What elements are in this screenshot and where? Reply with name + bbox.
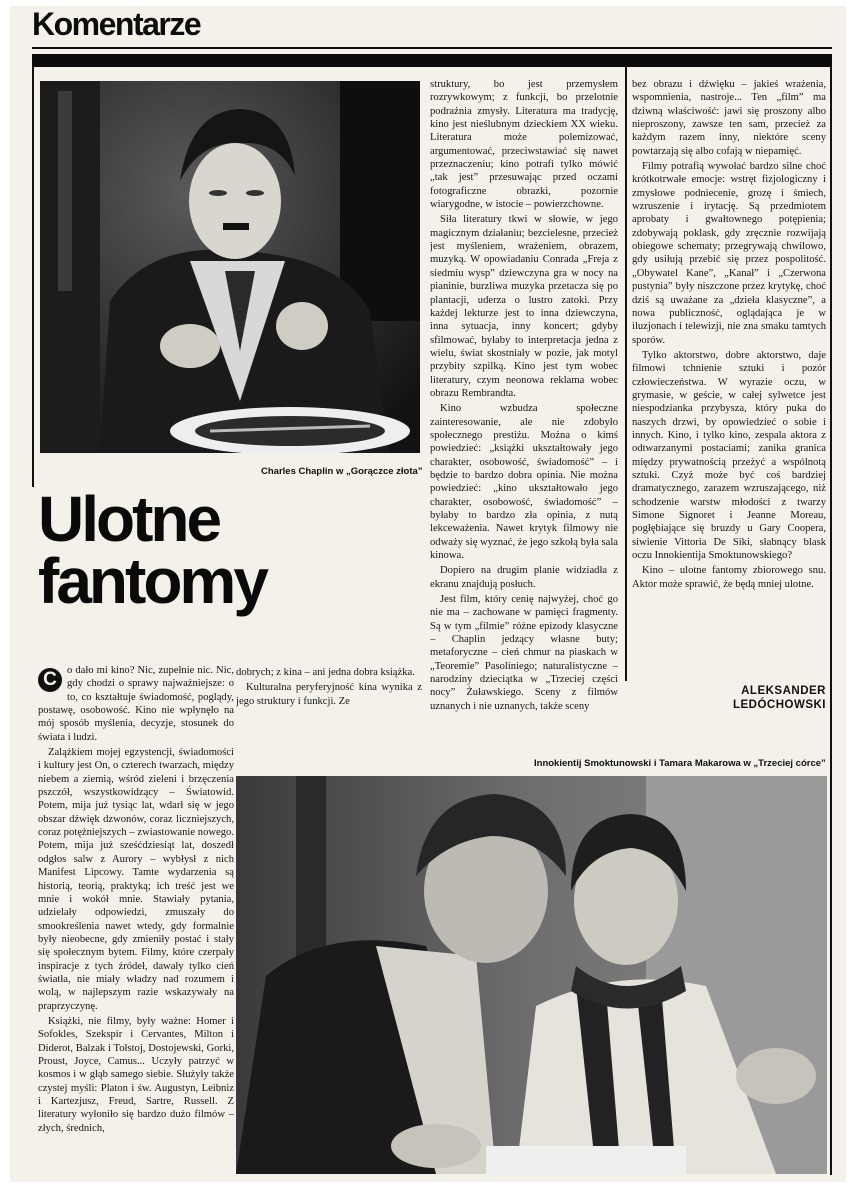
author-first-name: ALEKSANDER: [741, 685, 826, 697]
header-rule: [32, 47, 832, 49]
paragraph: struktury, bo jest przemysłem rozrywkowym; z funkcji, bo przelotnie podrażnia zmysły. Literatura ma tradycję, kino jest nieślubnym dzieckiem XX wieku. Literatura może polemizować, argumentować, przeciwstawiać się nawet przeznaczeniu; kino potrafi tylko mówić „tak jest” przesuwając przed oczami fotograficzne obrazki, pozornie wiarygodne, w istocie – powierzchowne.: [430, 79, 618, 211]
drop-cap: C: [38, 668, 62, 692]
paragraph: Jest film, który cenię najwyżej, choć go nie ma – zachowane w pamięci fragmenty. Są w tym „filmie” różne epizody klasyczne – Chaplin jedzący własne buty; metaforyczne – cień chmur na piaskach w „Teoremie” Pasoliniego; naturalistyczne – narodziny dzieciątka w „Trzeciej części nocy” Żuławskiego. Sceny z filmów uznanych i nie uznanych, także sceny: [430, 594, 618, 712]
paragraph: Książki, nie filmy, były ważne: Homer i Sofokles, Szekspir i Cervantes, Milton i Diderot, Balzak i Tołstoj, Dostojewski, Gorki, Proust, Joyce, Camus... Uczyły patrzyć w kosmos i w głąb samego siebie. Służyły także czystej myśli: Platon i św. Augustyn, Leibniz i Kartezjusz, Freud, Sartre, Russell. Z literatury wyłoniło się bardzo dużo filmów – złych, średnich,: [38, 1015, 234, 1134]
article-column-3: [430, 78, 618, 726]
section-title: Komentarze: [32, 6, 201, 42]
article-column-2: [236, 666, 422, 726]
article-column-1: [38, 664, 234, 1174]
smoktunowski-makarowa-photo: [236, 776, 827, 1174]
header-bar: [32, 54, 832, 67]
article-column-4: [632, 78, 826, 638]
paragraph: Kino wzbudza społeczne zainteresowanie, ale nie zdobyło społecznego prestiżu. Można o kimś powiedzieć: „książki ukształtowały jego charakter, osobowość, świadomość” – i będzie to bardzo dobra opinia. Nie można powiedzieć: „kino ukształtowało jego charakter, osobowość, świadomość” – byłaby to bardzo zła opinia, z nutą lekceważenia. Nawet krytyk filmowy nie odważy się wyznać, że jego szkołą była sala kinowa.: [430, 403, 618, 562]
paragraph: Zalążkiem mojej egzystencji, świadomości i kultury jest On, o czterech twarzach, między niebem a ziemią, wśród zieleni i brzęczenia pszczół, wszystkowidzący – Światowid. Potem, mija już tysiąc lat, wdarł się w jego obszar dźwięk dzwonów, coraz liczniejszych, coraz potężniejszych – zwiastowanie nowego. Potem, mija już sześćdziesiąt lat, doszedł odgłos salw z Aurory – wybłysł z nich Manifest Lipcowy. Tamte wydarzenia są historią, teorią, praktyką; ich treść jest we mnie i wokół mnie. Stawiały pytania, udzielały odpowiedzi, zmuszały do smookreślenia nawet wtedy, gdy formalnie były nieobecne, gdy zmieniły postać i stały się społecznym bytem. Filmy, które czerpały inspiracje z tych źródeł, dawały tylko cień światła, nie miały władzy nad rozumem i wolą, w najlepszym razie wskazywały na praprzyczynę.: [38, 747, 234, 1012]
paragraph: C o dało mi kino? Nic, zupełnie nic. Nic, gdy chodzi o sprawy najważniejsze: o to, co kształtuje świadomość, poglądy, postawę, osobowość. Kino nie wpłynęło na mój sposób myślenia, decyzje, stosunek do świata i ludzi.: [38, 665, 234, 743]
left-border-line: [32, 67, 34, 487]
paragraph: Tylko aktorstwo, dobre aktorstwo, daje filmowi tchnienie sztuki i pozór człowieczeństwa. W wyrazie oczu, w grymasie, w geście, w całej sylwetce jest niespodzianka przybysza, który puka do naszych drzwi, by opowiedzieć o sobie i innych. Kino, i tylko kino, zespala aktora z odtwarzanymi postaciami; zanika granica między prywatnością przeżyć a wspólnotą sztuki. Czyż może być coś bardziej dramatycznego, zarazem wzruszającego, niż schodzenie warstw młodości z twarzy Simone Signoret i Jeanne Moreau, pogłębiające się bruzdy u Gary Coopera, siwienie Vittoria De Siki, słabnący blask oczu Innokientija Smoktunowskiego?: [632, 349, 826, 562]
author-last-name: LEDÓCHOWSKI: [732, 699, 826, 711]
paragraph: Dopiero na drugim planie widziadła z ekranu znajdują posłuch.: [430, 565, 618, 590]
paragraph: Filmy potrafią wywołać bardzo silne choć krótkotrwałe emocje: wstręt fizjologiczny i zmysłowe podniecenie, grozę i śmiech, wzruszenie i irytację. Są przedmiotem aprobaty i gwałtownego potępienia; zdobywają poklask, gdy zręcznie rozwijają obiegowe schematy; przegrywają chwilowo, gdy usiłują przebić się przez pospolitość. „Obywatel Kane”, „Kanał” i „Czerwona pustynia” były niszczone przez krytykę, choć dziś są uważane za „dzieła klasyczne”, a nowa publiczność, oglądająca je w iluzjonach i telewizji, nie zna smaku tamtych sporów.: [632, 161, 826, 346]
paragraph: Kino – ulotne fantomy zbiorowego snu. Aktor może sprawić, że będą mniej ulotne.: [632, 565, 826, 590]
smoktunowski-photo-caption: Innokientij Smoktunowski i Tamara Makarowa w „Trzeciej córce”: [534, 758, 826, 769]
paragraph: dobrych; z kina – ani jedna dobra książka.: [236, 667, 415, 678]
headline-line-2: fantomy: [38, 545, 266, 617]
magazine-page: [10, 6, 846, 1182]
right-border-line: [830, 67, 832, 1175]
paragraph: bez obrazu i dźwięku – jakieś wrażenia, wspomnienia, nastroje... Ten „film” ma dziwną właściwość: jawi się proszony albo nieproszony, zawsze ten sam, przecież za każdym razem inny, niektóre sceny powtarzają się albo cofają w niepamięć.: [632, 79, 826, 157]
chaplin-photo: [40, 81, 420, 453]
headline: [38, 483, 338, 617]
author-byline: [630, 684, 826, 712]
paragraph: Kulturalna peryferyjność kina wynika z jego struktury i funkcji. Ze: [236, 682, 422, 707]
chaplin-photo-caption: Charles Chaplin w „Gorączce złota”: [261, 466, 423, 477]
column-divider: [625, 67, 627, 681]
paragraph: Siła literatury tkwi w słowie, w jego magicznym działaniu; bezcielesne, przecież jest myśleniem, wrażeniem, obrazem, muzyką. W opowiadaniu Conrada „Freja z siedmiu wysp” dziewczyna gra w nocy na pianinie, burzliwa muzyka przetacza się po plantacji, uderza o lustro zatoki. Przy każdej lekturze jest to inna dziewczyna, inna sytuacja, inny koncert; gdyby sfilmować, byłaby to interpretacja jedna z wielu, świat skostniały w pozie, jak motyl przybity szpilką. Kino jest tym wobec literatury, czym neonowa reklama wobec obrazu Rembrandta.: [430, 214, 618, 399]
headline-line-1: Ulotne: [38, 483, 220, 555]
